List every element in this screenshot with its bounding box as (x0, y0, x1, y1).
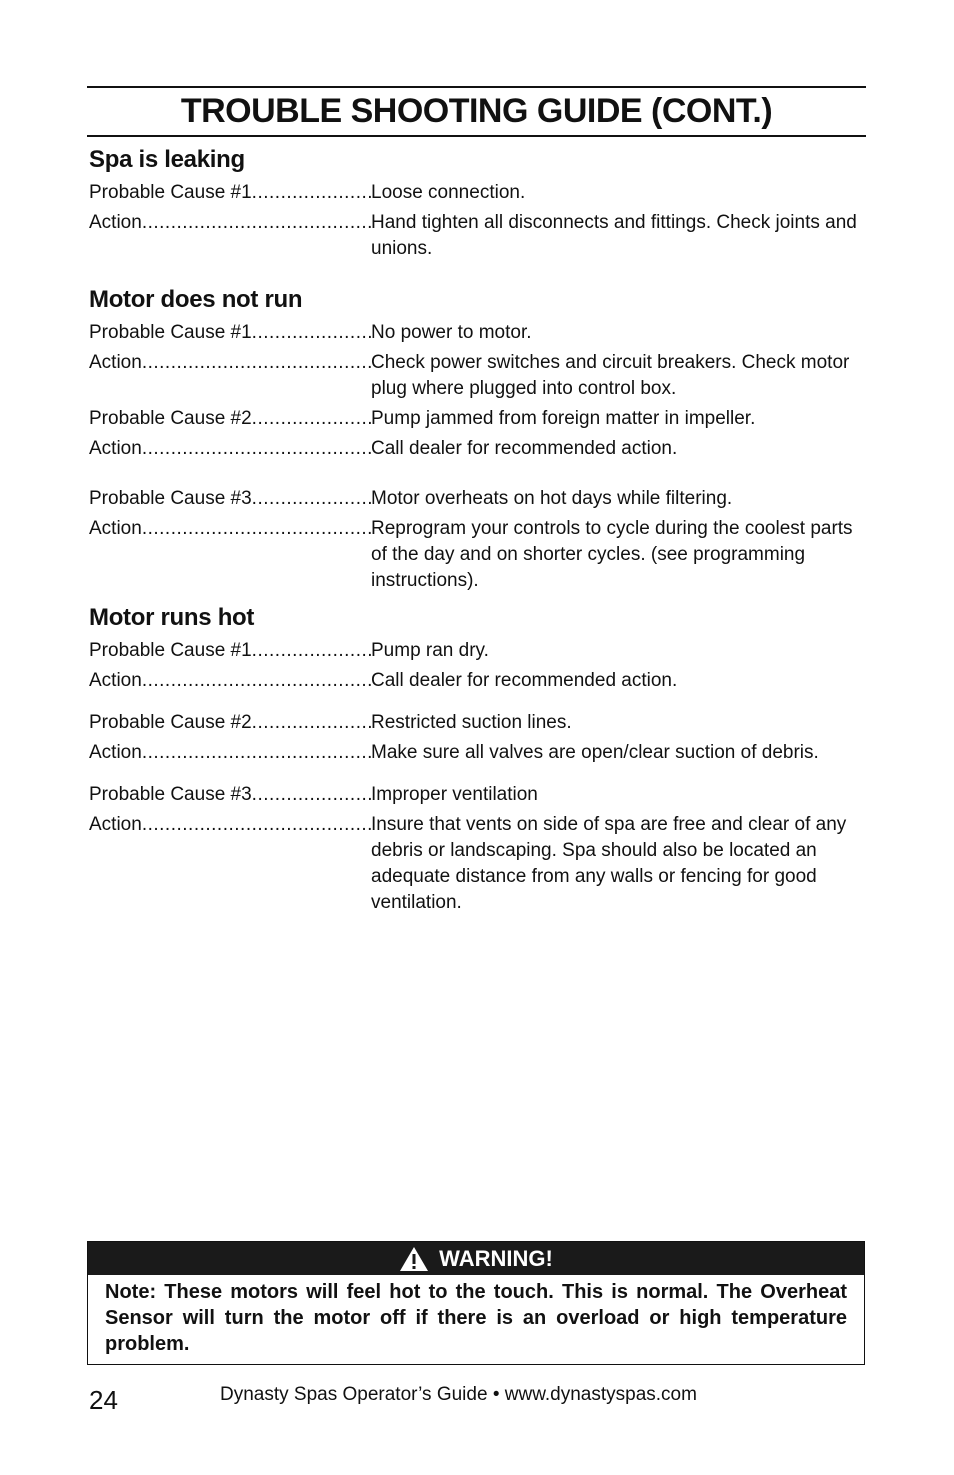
leader-dots (142, 812, 371, 916)
row-label: Action (89, 670, 142, 691)
footer-text: Dynasty Spas Operator’s Guide • www.dynastyspas.com (220, 1384, 697, 1405)
table-row (89, 350, 869, 402)
table-row (89, 516, 869, 594)
row-label: Action (89, 814, 142, 835)
leader-dots (252, 638, 371, 664)
warning-text: Note: These motors will feel hot to the touch. This is normal. The Overheat Sensor will turn the motor off if there is an overload or high temperature problem. (105, 1281, 847, 1355)
leader-dots (252, 486, 371, 512)
row-label: Probable Cause #3 (89, 784, 252, 805)
row-value: Insure that vents on side of spa are free and clear of any debris or landscaping. Spa should also be located an adequate distance from any walls or fencing for good ventilation. (371, 814, 847, 913)
leader-dots (252, 320, 371, 346)
row-label: Probable Cause #1 (89, 182, 252, 203)
warning-title: WARNING! (439, 1245, 553, 1271)
leader-dots (252, 180, 371, 206)
table-row (89, 638, 869, 664)
row-label: Probable Cause #2 (89, 712, 252, 733)
leader-dots (142, 210, 371, 262)
table-row (89, 320, 869, 346)
row-value: Call dealer for recommended action. (371, 670, 678, 691)
row-label: Action (89, 518, 142, 539)
row-value: Reprogram your controls to cycle during the coolest parts of the day and on shorter cycles. (see programming instructions). (371, 518, 853, 591)
row-label: Probable Cause #2 (89, 408, 252, 429)
row-value: Pump ran dry. (371, 640, 489, 661)
row-value: Improper ventilation (371, 784, 538, 805)
section-heading-spa-leaking: Spa is leaking (89, 146, 245, 173)
warning-header (88, 1242, 864, 1275)
table-row (89, 180, 869, 206)
row-value: Motor overheats on hot days while filtering. (371, 488, 733, 509)
warning-box (87, 1241, 865, 1365)
table-row (89, 710, 869, 736)
section-heading-motor-runs-hot: Motor runs hot (89, 604, 255, 631)
table-row (89, 812, 869, 916)
row-value: Pump jammed from foreign matter in impeller. (371, 408, 756, 429)
table-row (89, 782, 869, 808)
row-label: Probable Cause #1 (89, 322, 252, 343)
table-row (89, 668, 869, 694)
leader-dots (252, 406, 371, 432)
row-value: Call dealer for recommended action. (371, 438, 678, 459)
warning-triangle-icon (399, 1246, 429, 1272)
row-value: Hand tighten all disconnects and fittings. Check joints and unions. (371, 212, 857, 259)
page-title: TROUBLE SHOOTING GUIDE (CONT.) (180, 92, 773, 130)
leader-dots (252, 710, 371, 736)
row-value: No power to motor. (371, 322, 532, 343)
row-value: Check power switches and circuit breakers. Check motor plug where plugged into control box. (371, 352, 850, 399)
page-title-bar (87, 86, 866, 137)
troubleshooting-content (89, 146, 869, 920)
table-row (89, 436, 869, 462)
leader-dots (142, 740, 371, 766)
row-value: Loose connection. (371, 182, 526, 203)
row-label: Probable Cause #1 (89, 640, 252, 661)
row-value: Make sure all valves are open/clear suction of debris. (371, 742, 819, 763)
row-label: Action (89, 212, 142, 233)
row-value: Restricted suction lines. (371, 712, 572, 733)
table-row (89, 406, 869, 432)
table-row (89, 210, 869, 262)
row-label: Action (89, 438, 142, 459)
row-label: Probable Cause #3 (89, 488, 252, 509)
section-heading-motor-not-run: Motor does not run (89, 286, 303, 313)
row-label: Action (89, 742, 142, 763)
leader-dots (142, 668, 371, 694)
leader-dots (142, 350, 371, 402)
leader-dots (142, 516, 371, 594)
page-number: 24 (89, 1385, 118, 1415)
table-row (89, 740, 869, 766)
leader-dots (252, 782, 371, 808)
table-row (89, 486, 869, 512)
row-label: Action (89, 352, 142, 373)
leader-dots (142, 436, 371, 462)
